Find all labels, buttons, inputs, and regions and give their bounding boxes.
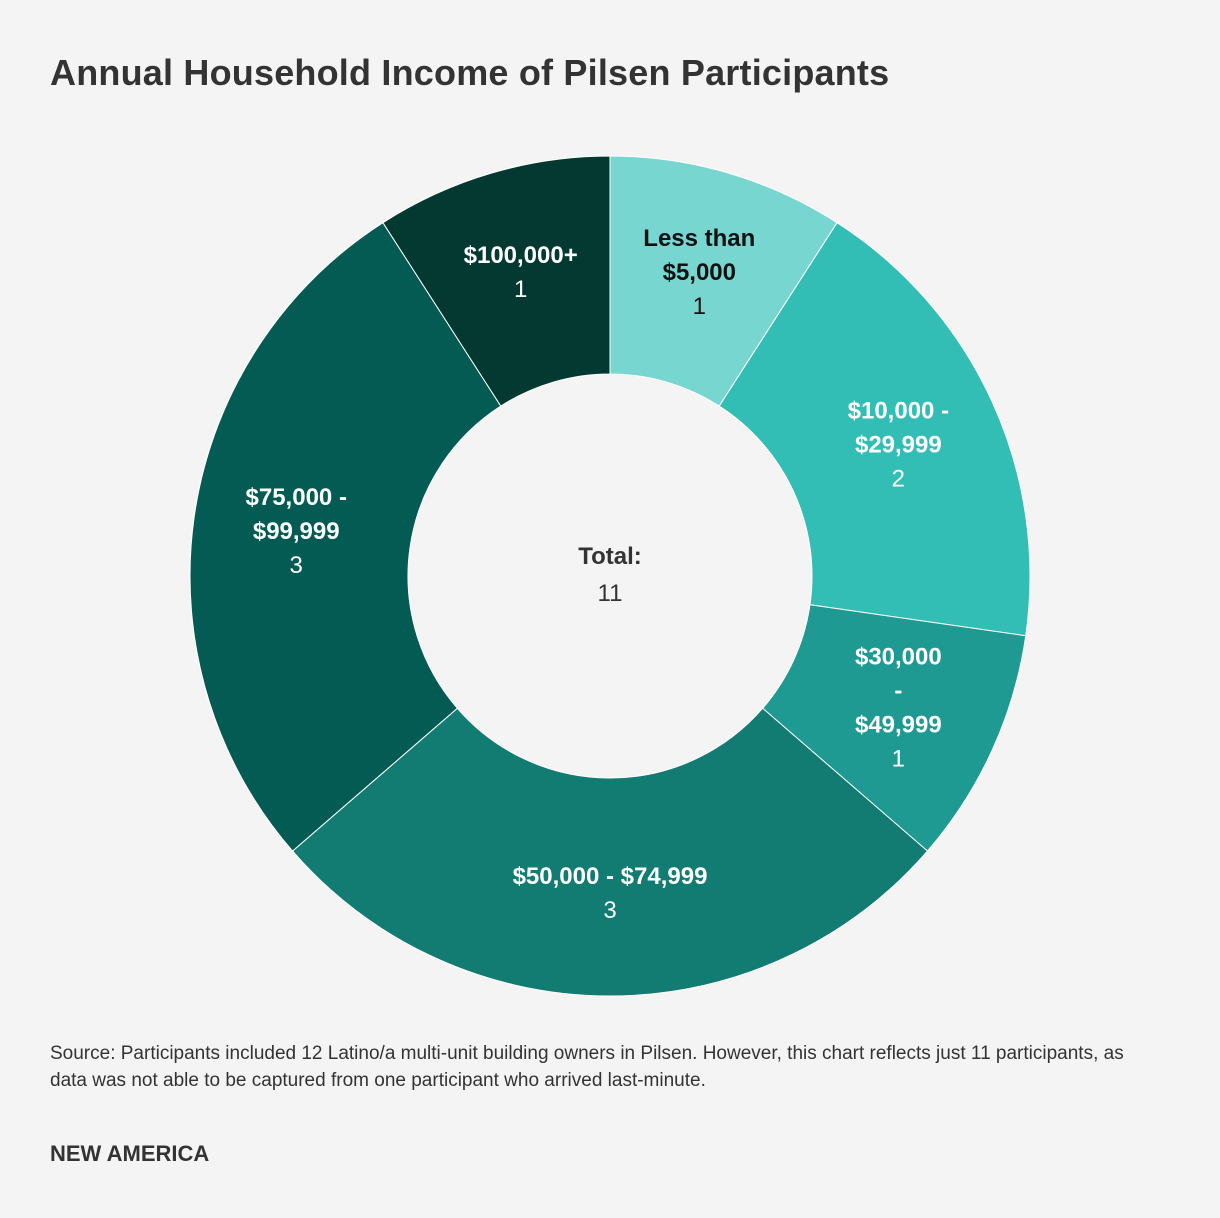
slice-value-label: 3 <box>603 897 617 924</box>
slice-category-label: $29,999 <box>854 431 942 459</box>
slice-category-label: $75,000 - <box>245 483 347 511</box>
source-note: Source: Participants included 12 Latino/a multi-unit building owners in Pilsen. However, this chart reflects just 11 participants, as data was not able to be captured from one participant who arrived last-minute. <box>50 1043 1124 1091</box>
brand-logo-text: NEW AMERICA <box>50 1141 210 1166</box>
slice-category-label: $30,000 <box>854 643 942 671</box>
slice-category-label: $50,000 - $74,999 <box>512 863 708 890</box>
slice-category-label: $49,999 <box>854 711 942 739</box>
slice-category-label: $10,000 - <box>847 397 950 425</box>
slice-value-label: 1 <box>514 275 528 303</box>
slice-category-label: Less than <box>643 224 756 252</box>
slice-value-label: 1 <box>891 745 906 773</box>
slice-category-label: $99,999 <box>252 517 340 545</box>
slice-value-label: 2 <box>891 465 906 493</box>
center-total-value: 11 <box>597 580 623 607</box>
slice-category-label: $5,000 <box>662 258 737 286</box>
slice-value-label: 1 <box>692 292 706 320</box>
slice-category-label: $100,000+ <box>463 241 578 269</box>
slice-category-label: - <box>894 677 903 705</box>
slice-value-label: 3 <box>289 551 303 579</box>
center-total-label: Total: <box>578 543 642 570</box>
chart-title: Annual Household Income of Pilsen Participants <box>50 52 890 93</box>
